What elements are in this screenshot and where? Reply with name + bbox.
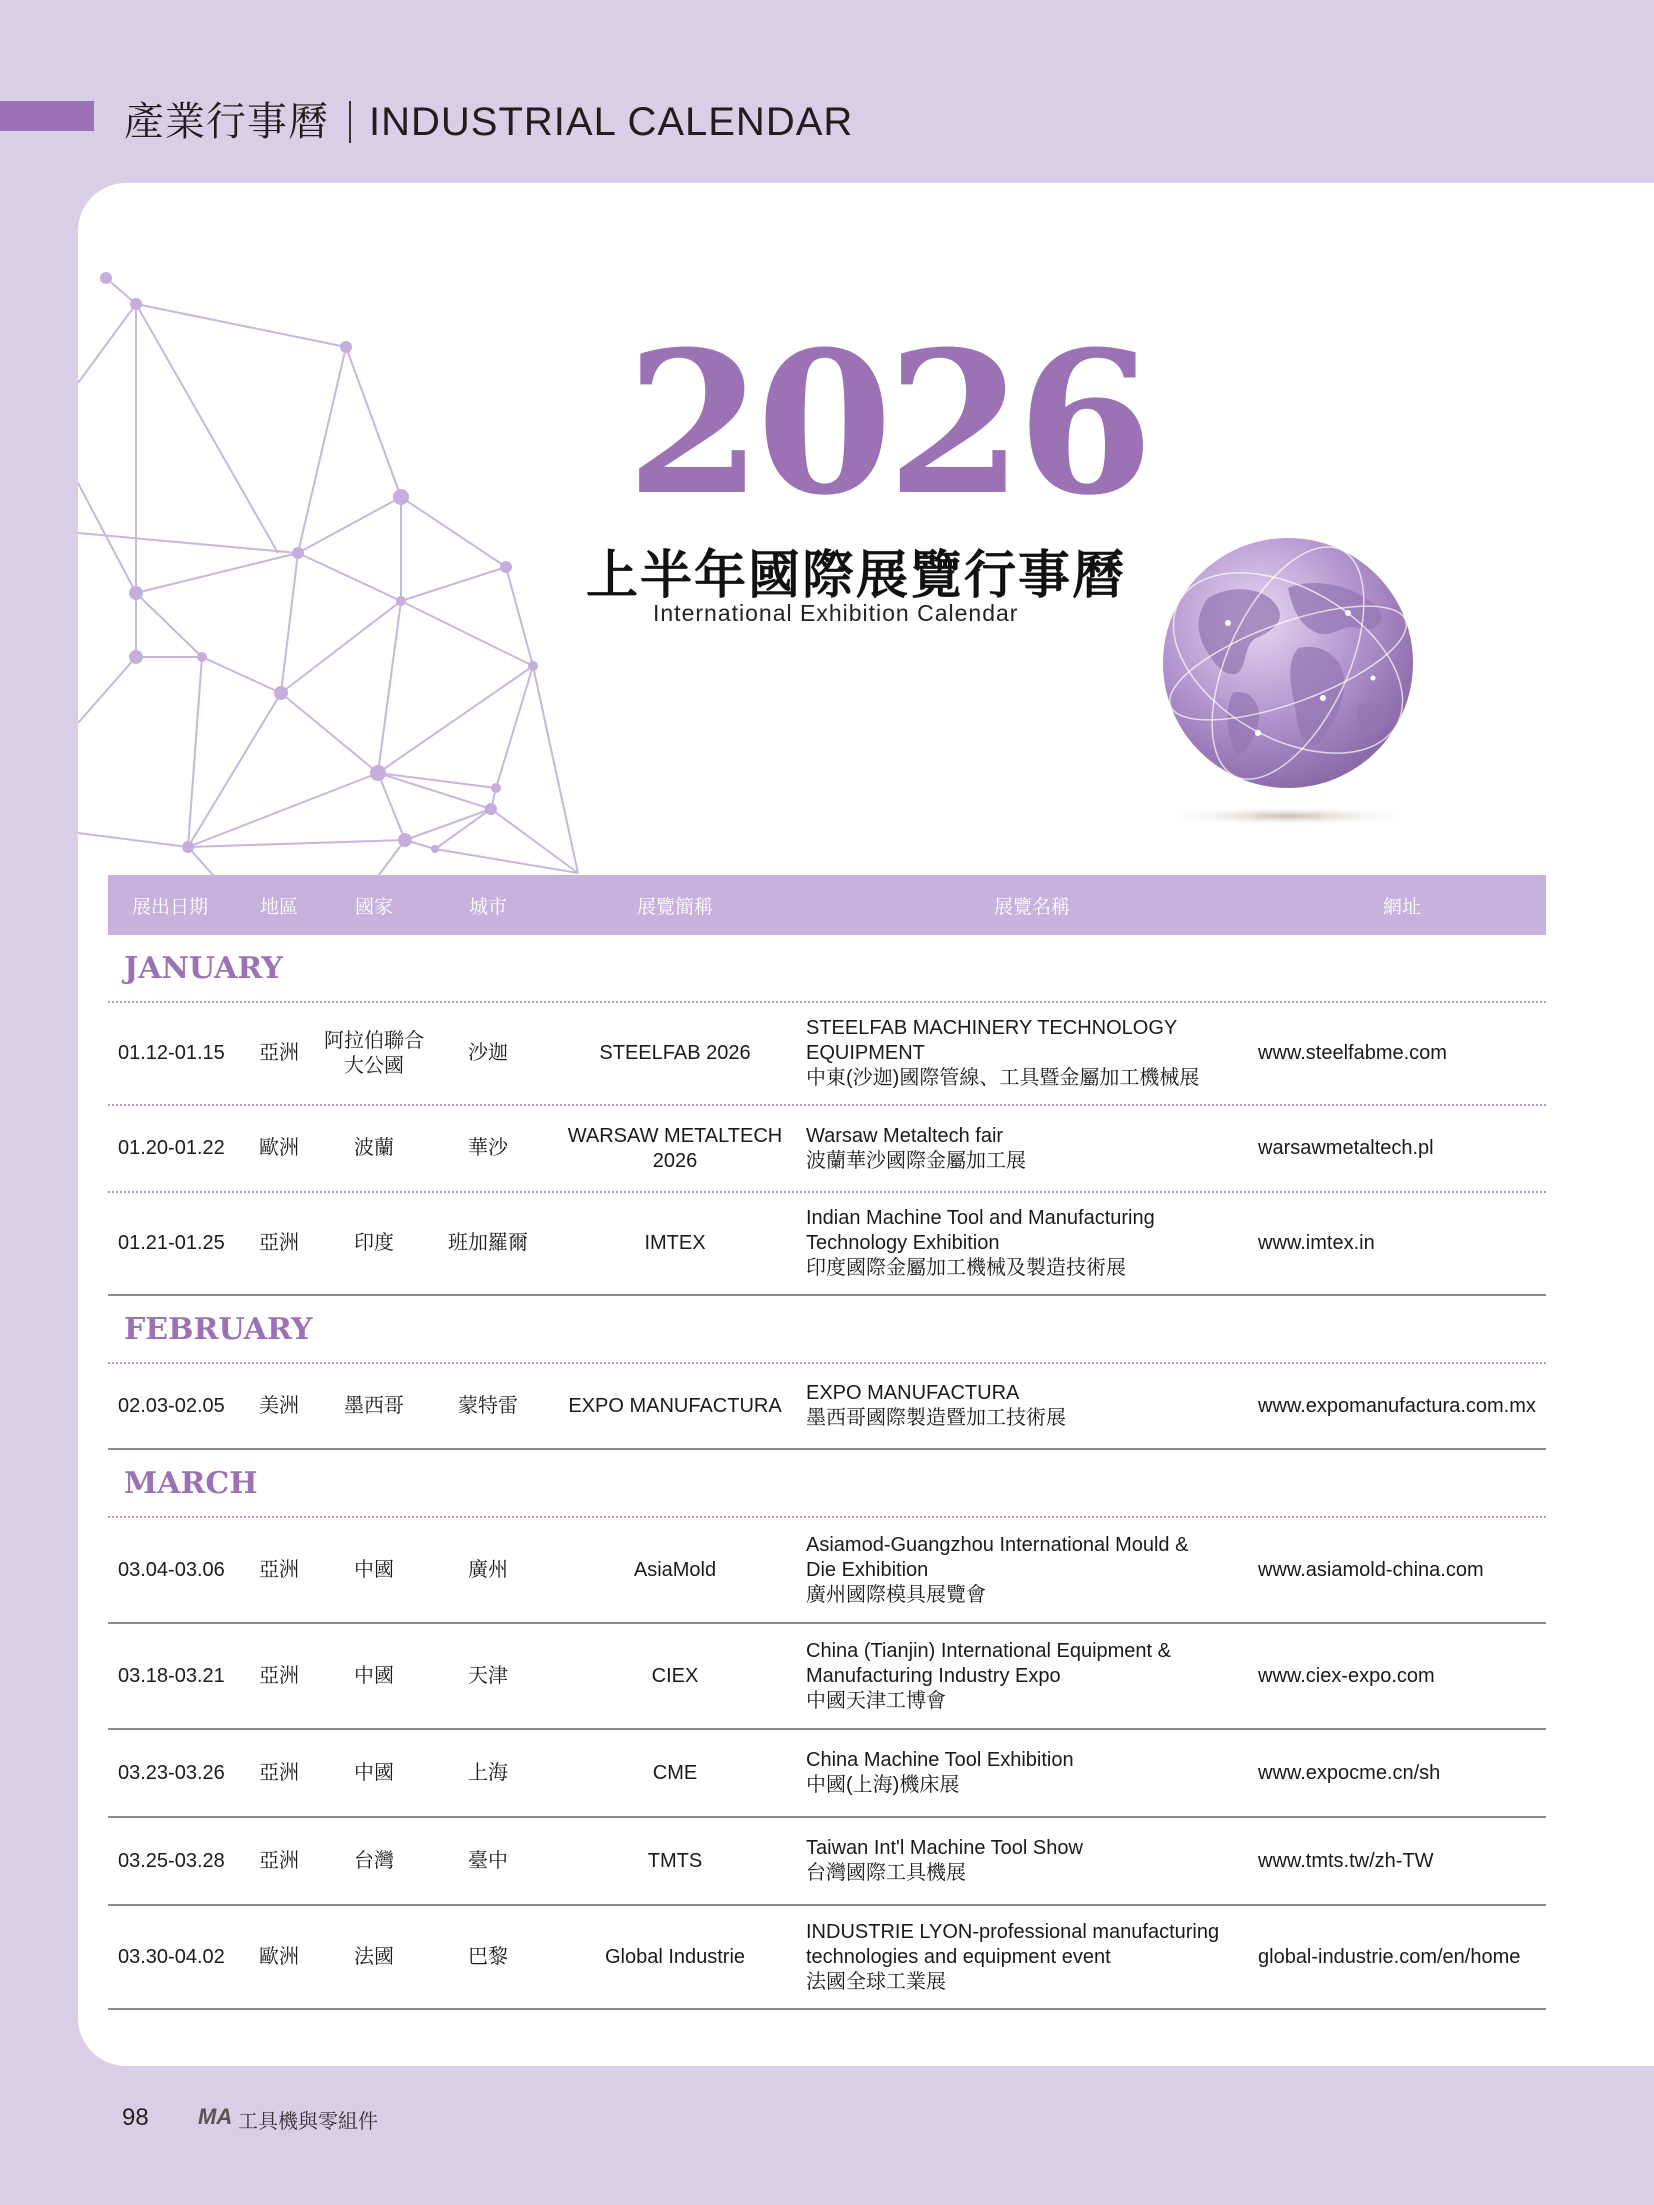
region-cell: 美洲 — [259, 1394, 299, 1417]
section-title-zh: 產業行事曆 — [124, 99, 329, 145]
table-row — [108, 1364, 1546, 1450]
city-cell: 臺中 — [468, 1849, 508, 1872]
name-cell: China Machine Tool Exhibition 中國(上海)機床展 — [806, 1749, 1074, 1796]
network-decoration — [78, 183, 638, 903]
abbr-cell: CME — [652, 1761, 698, 1784]
name-cell: STEELFAB MACHINERY TECHNOLOGY EQUIPMENT 中東(沙迦)國際管線、工具暨金屬加工機械展 — [806, 1017, 1200, 1089]
city-cell: 天津 — [468, 1664, 508, 1687]
table-row — [108, 1193, 1546, 1296]
city-cell: 沙迦 — [468, 1042, 508, 1064]
magazine-logo: MA — [198, 2104, 233, 2129]
region-cell: 亞洲 — [259, 1042, 299, 1064]
date-cell: 01.20-01.22 — [118, 1137, 225, 1159]
name-cell: Asiamod-Guangzhou International Mould & Die Exhibition 廣州國際模具展覽會 — [806, 1533, 1189, 1606]
table-row — [108, 1730, 1546, 1818]
city-cell: 巴黎 — [468, 1945, 508, 1968]
table-row — [108, 1518, 1546, 1624]
header-date: 展出日期 — [132, 896, 209, 918]
abbr-cell: STEELFAB 2026 — [599, 1042, 751, 1064]
abbr-cell: TMTS — [647, 1849, 703, 1872]
header-country: 國家 — [354, 896, 393, 918]
date-cell: 03.23-03.26 — [118, 1761, 225, 1784]
abbr-cell: CIEX — [651, 1664, 699, 1687]
calendar-title-en: International Exhibition Calendar — [653, 600, 1019, 626]
region-cell: 亞洲 — [259, 1232, 299, 1254]
website-link[interactable]: www.asiamold-china.com — [1258, 1558, 1484, 1581]
website-link[interactable]: global-industrie.com/en/home — [1258, 1945, 1521, 1968]
name-cell: China (Tianjin) International Equipment & Manufacturing Industry Expo 中國天津工博會 — [806, 1639, 1172, 1712]
header-abbr: 展覽簡稱 — [636, 896, 713, 918]
region-cell: 亞洲 — [259, 1761, 299, 1784]
website-link[interactable]: warsawmetaltech.pl — [1258, 1137, 1434, 1159]
website-link[interactable]: www.tmts.tw/zh-TW — [1258, 1849, 1434, 1872]
name-cell: INDUSTRIE LYON-professional manufacturing technologies and equipment event 法國全球工業展 — [806, 1920, 1220, 1993]
country-cell: 墨西哥 — [344, 1394, 404, 1417]
city-cell: 上海 — [468, 1761, 508, 1784]
month-label: JANUARY — [108, 935, 1546, 1003]
name-cell: Indian Machine Tool and Manufacturing Technology Exhibition 印度國際金屬加工機械及製造技術展 — [806, 1207, 1155, 1279]
city-cell: 華沙 — [468, 1137, 508, 1159]
region-cell: 亞洲 — [259, 1664, 299, 1687]
date-cell: 03.04-03.06 — [118, 1558, 225, 1581]
header-city: 城市 — [468, 896, 507, 918]
section-title — [124, 90, 853, 147]
city-cell: 班加羅爾 — [448, 1232, 528, 1254]
title-divider — [349, 101, 351, 143]
country-cell: 中國 — [354, 1664, 394, 1687]
globe-icon — [1138, 528, 1438, 828]
date-cell: 03.25-03.28 — [118, 1849, 225, 1872]
country-cell: 阿拉伯聯合 大公國 — [324, 1029, 424, 1077]
section-accent-bar — [0, 101, 94, 131]
country-cell: 中國 — [354, 1558, 394, 1581]
calendar-title-zh: 上半年國際展覽行事曆 — [586, 545, 1127, 606]
name-cell: Taiwan Int'l Machine Tool Show 台灣國際工具機展 — [806, 1837, 1083, 1884]
website-link[interactable]: www.expomanufactura.com.mx — [1258, 1394, 1536, 1417]
header-region: 地區 — [259, 896, 298, 918]
header-website: 網址 — [1382, 896, 1421, 918]
page-number: 98 — [122, 2104, 149, 2131]
country-cell: 印度 — [354, 1232, 394, 1254]
month-label: FEBRUARY — [108, 1296, 1546, 1364]
region-cell: 亞洲 — [259, 1558, 299, 1581]
header-name: 展覽名稱 — [993, 896, 1070, 918]
year-heading: 2026 — [626, 309, 1148, 539]
table-header — [108, 875, 1546, 935]
country-cell: 中國 — [354, 1761, 394, 1784]
region-cell: 歐洲 — [259, 1137, 299, 1159]
date-cell: 03.30-04.02 — [118, 1945, 225, 1968]
abbr-cell: IMTEX — [644, 1232, 706, 1254]
date-cell: 02.03-02.05 — [118, 1394, 225, 1417]
date-cell: 03.18-03.21 — [118, 1664, 225, 1687]
month-label: MARCH — [108, 1450, 1546, 1518]
country-cell: 台灣 — [354, 1849, 394, 1872]
section-title-en: INDUSTRIAL CALENDAR — [369, 100, 854, 144]
website-link[interactable]: www.imtex.in — [1258, 1232, 1375, 1254]
date-cell: 01.12-01.15 — [118, 1042, 225, 1064]
date-cell: 01.21-01.25 — [118, 1232, 225, 1254]
website-link[interactable]: www.ciex-expo.com — [1258, 1664, 1435, 1687]
country-cell: 法國 — [354, 1945, 394, 1968]
region-cell: 亞洲 — [259, 1849, 299, 1872]
content-card — [78, 183, 1654, 2066]
name-cell: Warsaw Metaltech fair 波蘭華沙國際金屬加工展 — [806, 1124, 1026, 1172]
city-cell: 廣州 — [468, 1558, 508, 1581]
abbr-cell: WARSAW METALTECH 2026 — [567, 1124, 783, 1172]
table-row — [108, 1624, 1546, 1730]
table-row — [108, 1003, 1546, 1106]
table-row — [108, 1906, 1546, 2010]
region-cell: 歐洲 — [259, 1945, 299, 1968]
table-row — [108, 1106, 1546, 1193]
abbr-cell: AsiaMold — [633, 1558, 717, 1581]
abbr-cell: EXPO MANUFACTURA — [568, 1394, 782, 1417]
name-cell: EXPO MANUFACTURA 墨西哥國際製造暨加工技術展 — [806, 1382, 1066, 1429]
city-cell: 蒙特雷 — [458, 1394, 518, 1417]
table-row — [108, 1818, 1546, 1906]
website-link[interactable]: www.steelfabme.com — [1258, 1042, 1447, 1064]
abbr-cell: Global Industrie — [604, 1945, 746, 1968]
website-link[interactable]: www.expocme.cn/sh — [1258, 1761, 1441, 1784]
country-cell: 波蘭 — [354, 1137, 394, 1159]
magazine-name: 工具機與零組件 — [238, 2111, 378, 2133]
exhibition-table — [108, 875, 1546, 2010]
